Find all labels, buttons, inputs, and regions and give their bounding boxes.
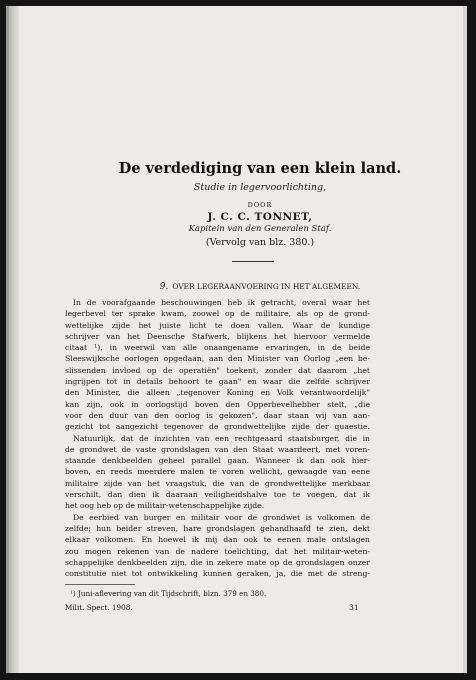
body-text <box>65 297 370 579</box>
section-number: 9. <box>159 282 169 292</box>
body-line: schappelijke denkbeelden zijn, die in zekere mate op de grondslagen onzer <box>65 557 370 567</box>
title-divider <box>232 261 274 262</box>
body-line: citaat ¹), in weerwil van alle onaangename ervaringen, in de beide <box>65 343 370 353</box>
author-rank: Kapitein van den Generalen Staf. <box>188 224 332 234</box>
body-line: gezicht tot aangezicht tegenover de grondwettelijke zijde der quaestie. <box>65 422 370 432</box>
article-subtitle: Studie in legervoorlichting, <box>193 182 327 193</box>
article-title: De verdediging van een klein land. <box>118 160 402 177</box>
body-line: boven, en reeds meerdere malen te voren wellicht, gewaagde van eene <box>65 467 370 477</box>
body-line: kan zijn, ook in oorlogstijd boven den Opperbevelhebber stelt, „die <box>65 399 370 409</box>
body-line: militaire zijde van het vraagstuk, die van de grondwettelijke merkbaar <box>65 478 370 488</box>
section-heading <box>60 282 460 292</box>
journal-reference: Milit. Spect. 1908. <box>65 603 133 612</box>
body-line: constitutie niet tot ontwikkeling kunnen geraken, ja, die met de streng- <box>65 569 370 579</box>
body-line: de grondwet de vaste grondslagen van den Staat waardeert, met voren- <box>65 444 370 454</box>
continued-note: (Vervolg van blz. 380.) <box>205 237 315 248</box>
body-line: verschilt, dan dien ik daaraan veiligheidshalve toe te voegen, dat ik <box>65 490 370 500</box>
body-line: voor den duur van den oorlog is gekozen", daar staan wij van aan- <box>65 410 370 420</box>
body-line: wettelijke zijde het juiste licht te doen vallen. Waar de kundige <box>65 320 370 330</box>
body-line: zou mogen rekenen van de nadere toelichting, dat het militair-weten- <box>65 546 370 556</box>
footnote-divider <box>65 584 135 585</box>
author-name: J. C. C. TONNET, <box>207 211 313 223</box>
body-line: zelfde; hun beider streven, hare grondslagen gehandhaafd te zien, dekt <box>65 523 370 533</box>
page-number: 31 <box>349 603 359 612</box>
body-line: staande denkbeelden geheel parallel gaan. Wanneer ik dan ook hier- <box>65 456 370 466</box>
body-line: den Minister, die alleen „tegenover Koning en Volk verantwoordelijk" <box>65 388 370 398</box>
page-edge <box>463 6 467 673</box>
body-line: Natuurlijk, dat de inzichten van een rechtgeaard staatsburger, die in <box>73 433 370 443</box>
body-line: De eerbied van burger en militair voor de grondwet is volkomen de <box>73 512 370 522</box>
body-line: Sleeswijksche oorlogen opgedaan, aan den Minister van Oorlog „een be- <box>65 354 370 364</box>
byline-label: DOOR <box>247 201 273 209</box>
body-line: slissenden invloed op de operatiën" toekent, zonder dat daarom „het <box>65 365 370 375</box>
body-line: In de voorafgaande beschouwingen heb ik getracht, overal waar het <box>73 298 370 307</box>
footnote: ¹) Juni-aflevering van dit Tijdschrift, blzn. 379 en 380. <box>70 589 267 598</box>
section-title: OVER LEGERAANVOERING IN HET ALGEMEEN. <box>172 282 361 291</box>
body-line: legerbevel ter sprake kwam, zoowel op de militaire, als op de grond- <box>65 309 370 319</box>
page-gutter <box>9 6 19 673</box>
body-line: het oog heb op de militair-wetenschappelijke zijde. <box>65 501 265 511</box>
body-line: ingrijpen tot in details behoort te gaan" en waar die zelfde schrijver <box>65 377 370 387</box>
body-line: schrijver van het Deensche Stafwerk, blijkens het hiervoor vermelde <box>65 331 370 341</box>
body-line: elkaar volkomen. En hoewel ik mij dan ook te eenen male ontslagen <box>65 535 370 545</box>
